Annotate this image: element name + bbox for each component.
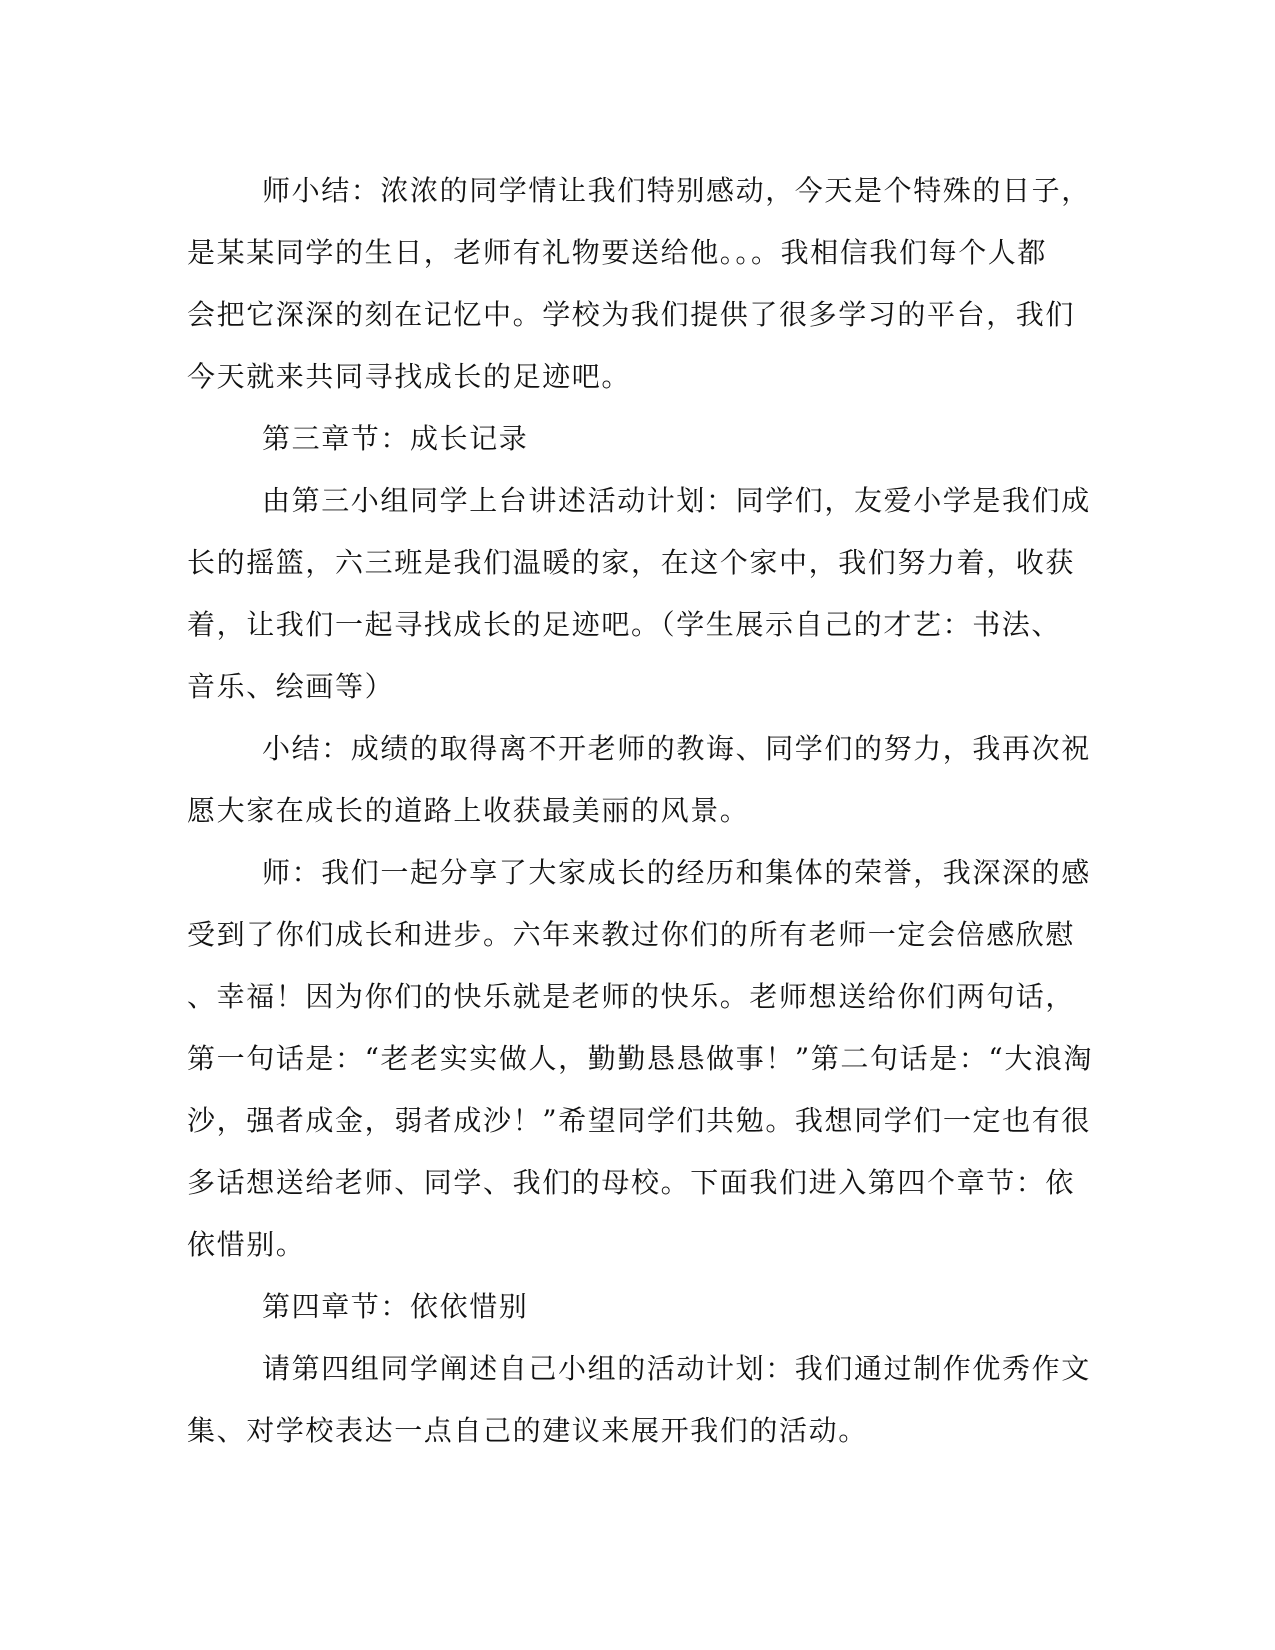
paragraph-group-4-plan-line-2: 集、对学校表达一点自己的建议来展开我们的活动。 xyxy=(187,1414,868,1447)
paragraph-group-3-plan-line-2: 长的摇篮，六三班是我们温暖的家，在这个家中，我们努力着，收获 xyxy=(187,546,1076,579)
paragraph-group-3-plan-line-4: 音乐、绘画等） xyxy=(187,670,395,703)
paragraph-summary-line-1: 小结：成绩的取得离不开老师的教诲、同学们的努力，我再次祝 xyxy=(262,732,1091,765)
paragraph-group-3-plan-line-1: 由第三小组同学上台讲述活动计划：同学们，友爱小学是我们成 xyxy=(262,484,1091,517)
paragraph-group-4-plan-line-1: 请第四组同学阐述自己小组的活动计划：我们通过制作优秀作文 xyxy=(262,1352,1091,1385)
paragraph-group-3-plan-line-3: 着，让我们一起寻找成长的足迹吧。（学生展示自己的才艺：书法、 xyxy=(187,608,1062,641)
paragraph-teacher-speech-line-5: 沙，强者成金，弱者成沙！”希望同学们共勉。我想同学们一定也有很 xyxy=(187,1104,1091,1137)
paragraph-teacher-speech-line-4: 第一句话是：“老老实实做人，勤勤恳恳做事！”第二句话是：“大浪淘 xyxy=(187,1042,1094,1075)
document-body xyxy=(187,160,1094,1462)
paragraph-teacher-speech-line-3: 、幸福！因为你们的快乐就是老师的快乐。老师想送给你们两句话， xyxy=(187,980,1076,1013)
section-heading-chapter-4: 第四章节：依依惜别 xyxy=(262,1290,529,1323)
paragraph-teacher-summary-line-1: 师小结：浓浓的同学情让我们特别感动，今天是个特殊的日子， xyxy=(262,174,1091,207)
paragraph-teacher-speech-line-1: 师：我们一起分享了大家成长的经历和集体的荣誉，我深深的感 xyxy=(262,856,1091,889)
paragraph-teacher-speech-line-7: 依惜别。 xyxy=(187,1228,306,1261)
paragraph-teacher-summary-line-4: 今天就来共同寻找成长的足迹吧。 xyxy=(187,360,632,393)
paragraph-teacher-summary-line-2: 是某某同学的生日，老师有礼物要送给他。。。我相信我们每个人都 xyxy=(187,236,1048,269)
paragraph-teacher-speech-line-2: 受到了你们成长和进步。六年来教过你们的所有老师一定会倍感欣慰 xyxy=(187,918,1076,951)
section-heading-chapter-3: 第三章节：成长记录 xyxy=(262,422,529,455)
paragraph-summary-line-2: 愿大家在成长的道路上收获最美丽的风景。 xyxy=(187,794,750,827)
paragraph-teacher-speech-line-6: 多话想送给老师、同学、我们的母校。下面我们进入第四个章节：依 xyxy=(187,1166,1076,1199)
paragraph-teacher-summary-line-3: 会把它深深的刻在记忆中。学校为我们提供了很多学习的平台，我们 xyxy=(187,298,1076,331)
